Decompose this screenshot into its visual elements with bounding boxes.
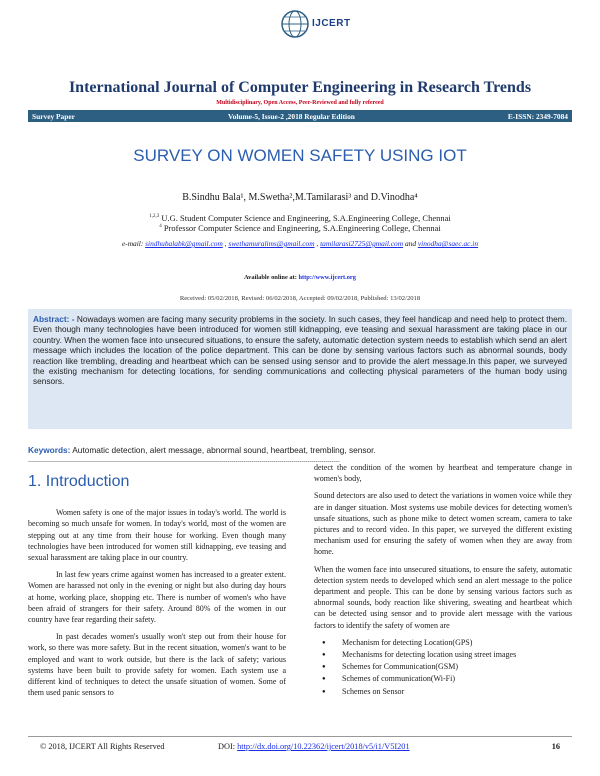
right-column xyxy=(314,462,572,698)
list-item: ● Schemes on Sensor xyxy=(342,686,572,697)
email-line: e-mail: sindhubalabk@gmail.com , swethamuralims@gmail.com , tamilarasi2725@gmail.com and vinodha@saec.ac.in xyxy=(121,239,479,248)
bullet-list xyxy=(314,637,572,697)
issn: E-ISSN: 2349-7084 xyxy=(507,111,568,121)
paragraph: In last few years crime against women has increased to a greater extent. Women are harassed not only in the evening or night but also during day hours at home, working place, shopping etc. There is number of women's who have been afraid of strangers for their safety. Around 80% of the women in our country have fear regarding their safety. xyxy=(28,570,286,625)
availability: Available online at: http://www.ijcert.org xyxy=(244,274,356,281)
authors: B.Sindhu Bala¹, M.Swetha²,M.Tamilarasi³ and D.Vinodha⁴ xyxy=(182,192,418,203)
abstract-label: Abstract: - xyxy=(33,314,75,324)
affiliation-2: $^4$ Professor Computer Science and Engineering, S.A.Engineering College, Chennai xyxy=(159,223,441,233)
doi: DOI: http://dx.doi.org/10.22362/ijcert/2018/v5/i1/V5I201 xyxy=(218,742,410,751)
affiliation-1: $^{1,2,3}$ U.G. Student Computer Science and Engineering, S.A.Engineering College, Chennai xyxy=(149,213,451,223)
paragraph: Sound detectors are also used to detect the variations in women voice while they are in danger situation. Most systems use mobile devices for detecting women's unsafe situations, such as phone mike to detect women scream, camera to take pictures and to record video. In this paper, we surveyed the different existing mechanism used for ensuring the safety of women when they are away from home. xyxy=(314,491,572,557)
email-link-1[interactable]: sindhubalabk@gmail.com xyxy=(145,239,223,248)
paragraph: Women safety is one of the major issues in today's world. The world is becoming so much unsafe for women. In today's world, most of the women are stepping out at any time from their house for working. Even though many technologies have been introduced for women still kidnapping, eve teasing and sexual harassment are taking place in our country. xyxy=(28,508,286,563)
list-item: ● Mechanism for detecting Location(GPS) xyxy=(342,637,572,648)
publication-dates: Received: 05/02/2018, Revised: 06/02/2018, Accepted: 09/02/2018, Published: 13/02/2018 xyxy=(179,295,421,302)
paper-title: SURVEY ON WOMEN SAFETY USING IOT xyxy=(133,146,467,165)
list-item: ● Schemes of communication(Wi-Fi) xyxy=(342,673,572,684)
journal-title: International Journal of Computer Engineering in Research Trends xyxy=(68,79,532,96)
edition-bar xyxy=(28,110,572,122)
abstract xyxy=(28,309,572,429)
journal-url-link[interactable]: http://www.ijcert.org xyxy=(298,274,356,281)
doi-link[interactable]: http://dx.doi.org/10.22362/ijcert/2018/v5/i1/V5I201 xyxy=(237,742,410,751)
section-heading: 1. Introduction xyxy=(28,473,130,490)
email-link-2[interactable]: swethamuralims@gmail.com xyxy=(228,239,315,248)
section-separator: ------------------------------------------------------------------------------------------------------------------------------------------------------------ xyxy=(28,459,340,465)
page-number: 16 xyxy=(551,742,560,751)
list-item: ● Schemes for Communication(GSM) xyxy=(342,661,572,672)
copyright: © 2018, IJCERT All Rights Reserved xyxy=(40,742,165,751)
left-column xyxy=(28,473,286,704)
list-item: ● Mechanisms for detecting location using street images xyxy=(342,649,572,660)
paragraph: detect the condition of the women by heartbeat and temperature change in women's body, xyxy=(314,463,572,484)
email-link-3[interactable]: tamilarasi2725@gmail.com xyxy=(320,239,404,248)
keywords: Keywords: Automatic detection, alert message, abnormal sound, heartbeat, trembling, sensor. xyxy=(28,445,376,455)
author-block xyxy=(0,192,600,233)
logo-text: IJCERT xyxy=(312,18,351,29)
abstract-text: Nowadays women are facing many security problems in the society. In such cases, they feel handicap and need help to protect them. Even though many technologies have been introduced for women still kidnapping, eve teasing and sexual harassment are taking place in our country. When the women face into unsecured situations, to ensure the safety, automatic detection system needs to establish which send an alert message which includes the location of the police department. This can be done by sensing various factors such as abnormal sounds, body reaction like trembling, dreading and heartbeat which can be sensed using sensor and to provide the alert message.In this paper, we surveyed the existing mechanism for detecting locations, for sending communications and collecting physical parameters of the human body using sensors. xyxy=(33,314,567,387)
footer-divider xyxy=(28,736,572,737)
paragraph: When the women face into unsecured situations, to ensure the safety, automatic detection system needs to developed which send an alert message to the police department and people. This can be done by sensing various factors such as abnormal sounds, body reaction like shivering, sweating and heartbeat which can be detected using sensor and to provide alert message with the various factors to identify the safety of women are xyxy=(314,564,572,630)
email-link-4[interactable]: vinodha@saec.ac.in xyxy=(417,239,479,248)
paragraph: In past decades women's usually won't step out from their house for work, so there was more safety. But in the recent situation, women's want to be employed and want to work outside, but there is the lack of safety; various systems have been built to provide safety for women. Each system use a different kind of techniques to detect the unsafe situation of women. Some of them used panic sensors to xyxy=(28,632,286,698)
journal-subtitle: Multidisciplinary, Open Access, Peer-Reviewed and fully refereed xyxy=(216,100,384,106)
paper-type: Survey Paper xyxy=(32,111,75,121)
volume-info: Volume-5, Issue-2 ,2018 Regular Edition xyxy=(228,111,355,121)
